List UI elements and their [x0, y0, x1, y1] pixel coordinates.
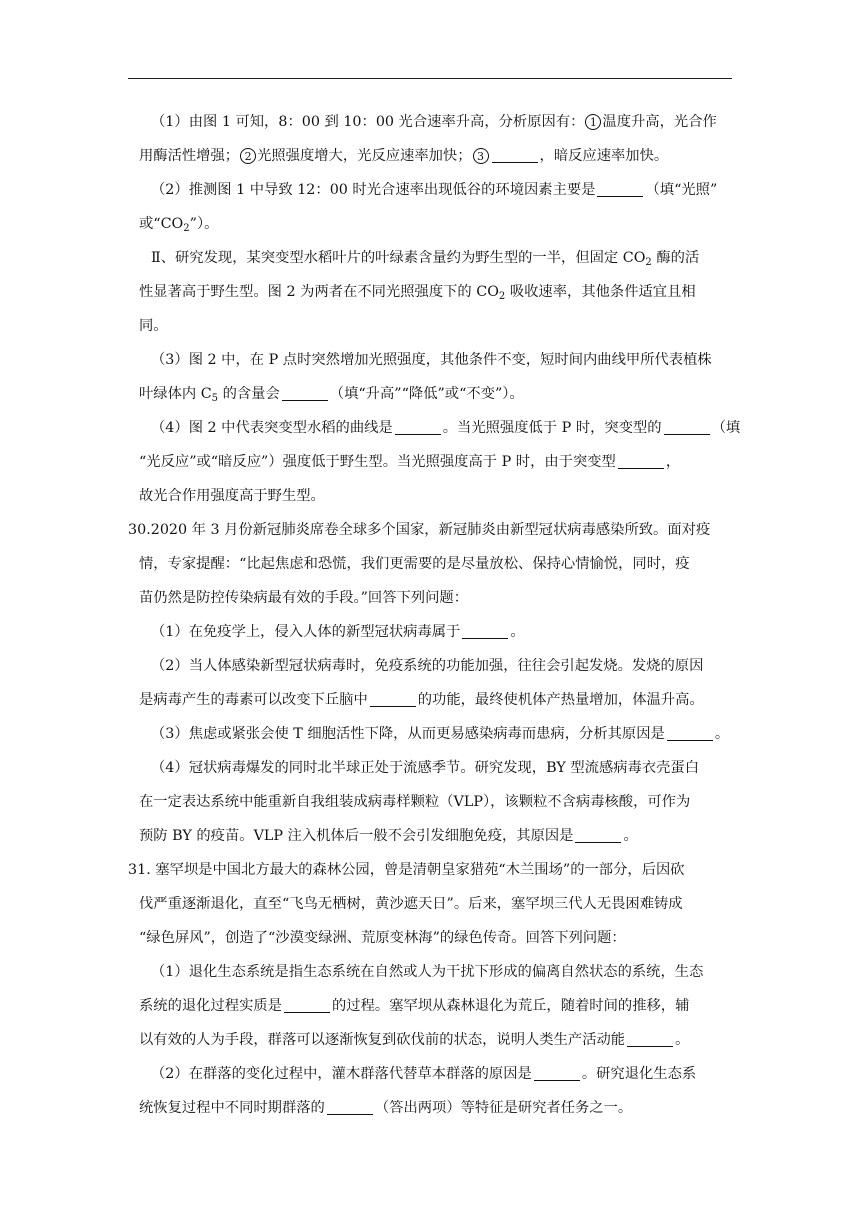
answer-blank — [492, 147, 538, 163]
subscript: 5 — [211, 393, 219, 404]
circled-number-1: 1 — [585, 114, 601, 130]
text-line: 叶绿体内 $C_5$ 的含量会 （填“升高”“降低”或“不变”）。 — [139, 386, 524, 404]
text-line: 系统的退化过程实质是 的过程。塞罕坝从森林退化为荒丘，随着时间的推移，辅 — [139, 998, 690, 1014]
text-line: “光反应”或“暗反应”）强度低于野生型。当光照强度高于 P 时，由于突变型 ， — [139, 454, 681, 470]
circled-number-3: 3 — [473, 148, 489, 164]
subscript: 2 — [645, 257, 652, 268]
text-line: 情，专家提醒：“比起焦虑和恐慌，我们更需要的是尽量放松、保持心情愉悦，同时，疫 — [139, 556, 690, 572]
text-line: （3）焦虑或紧张会使 T 细胞活性下降，从而更易感染病毒而患病，分析其原因是 。 — [151, 726, 730, 742]
answer-blank — [462, 623, 508, 639]
text-line: 用酶活性增强； 2 光照强度增大，光反应速率加快； 3 ，暗反应速率加快。 — [139, 148, 669, 164]
answer-blank — [395, 419, 441, 435]
circled-number-2: 2 — [240, 148, 256, 164]
answer-blank — [534, 1065, 580, 1081]
text-line: （4）冠状病毒爆发的同时北半球正处于流感季节。研究发现，BY 型流感病毒衣壳蛋白 — [151, 760, 700, 776]
text-line: （1）由图 1 可知，8：00 到 10：00 光合速率升高，分析原因有： 1 温度升高，光合作 — [151, 114, 717, 130]
text-line: （4）图 2 中代表突变型水稻的曲线是 。当光照强度低于 P 时，突变型的 （填 — [151, 420, 741, 436]
text-line: （2）当人体感染新型冠状病毒时，免疫系统的功能加强，往往会引起发烧。发烧的原因 — [151, 658, 704, 674]
text-line: （1）退化生态系统是指生态系统在自然或人为干扰下形成的偏离自然状态的系统，生态 — [151, 964, 704, 980]
answer-blank — [627, 1031, 673, 1047]
text-line: 以有效的人为手段，群落可以逐渐恢复到砍伐前的状态，说明人类生产活动能 。 — [139, 1032, 690, 1048]
text-line: 在一定表达系统中能重新自我组装成病毒样颗粒（VLP），该颗粒不含病毒核酸，可作为 — [139, 794, 691, 810]
text-line: 性显著高于野生型。图 2 为两者在不同光照强度下的 $CO_2$ 吸收速率，其他条件适宜且相 — [139, 284, 696, 302]
answer-blank — [284, 997, 330, 1013]
answer-blank — [327, 1099, 373, 1115]
question-31-stem: 31. 塞罕坝是中国北方最大的森林公园，曾是清朝皇家猎苑“木兰围场”的一部分，后因砍 — [128, 862, 685, 878]
answer-blank — [575, 827, 621, 843]
text-line: 统恢复过程中不同时期群落的 （答出两项）等特征是研究者任务之一。 — [139, 1100, 633, 1116]
text-line: 故光合作用强度高于野生型。 — [139, 488, 325, 504]
text-line: （3）图 2 中，在 P 点时突然增加光照强度，其他条件不变，短时间内曲线甲所代表植株 — [151, 352, 712, 368]
text-line: （1）在免疫学上，侵入人体的新型冠状病毒属于 。 — [151, 624, 525, 640]
text-line: （2）在群落的变化过程中，灌木群落代替草本群落的原因是 。研究退化生态系 — [151, 1066, 697, 1082]
answer-blank — [370, 691, 416, 707]
answer-blank — [597, 181, 643, 197]
question-30-stem: 30.2020 年 3 月份新冠肺炎席卷全球多个国家，新冠肺炎由新型冠状病毒感染所致。面对疫 — [128, 522, 711, 538]
subscript: 2 — [498, 291, 506, 302]
text-line: 或“$CO_2$”）。 — [139, 216, 219, 234]
text-line: 伐严重逐渐退化，直至“飞鸟无栖树，黄沙遮天日”。后来，塞罕坝三代人无畏困难铸成 — [139, 896, 683, 912]
answer-blank — [282, 385, 328, 401]
text-line: “绿色屏风”，创造了“沙漠变绿洲、荒原变林海”的绿色传奇。回答下列问题： — [139, 930, 626, 946]
subscript: 2 — [183, 223, 190, 234]
text-line: 是病毒产生的毒素可以改变下丘脑中 的功能，最终使机体产热量增加，体温升高。 — [139, 692, 704, 708]
answer-blank — [618, 453, 664, 469]
text-line: 同。 — [139, 318, 168, 334]
text-line: （2）推测图 1 中导致 12：00 时光合速率出现低谷的环境因素主要是 （填“光照” — [151, 182, 718, 198]
text-line: 预防 BY 的疫苗。VLP 注入机体后一般不会引发细胞免疫，其原因是 。 — [139, 828, 638, 844]
text-line: 苗仍然是防控传染病最有效的手段。”回答下列问题： — [139, 590, 468, 606]
answer-blank — [667, 725, 713, 741]
answer-blank — [664, 419, 710, 435]
text-line: Ⅱ、研究发现，某突变型水稻叶片的叶绿素含量约为野生型的一半，但固定 $CO_2$ 酶的活 — [151, 250, 700, 268]
header-rule — [128, 78, 732, 79]
